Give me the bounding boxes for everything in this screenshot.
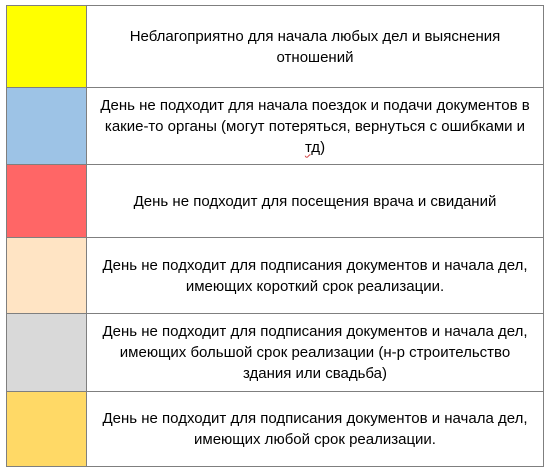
color-swatch-yellow bbox=[7, 6, 87, 88]
legend-description: День не подходит для подписания документов и начала дел, имеющих короткий срок реализации. bbox=[87, 238, 544, 314]
legend-description-text: День не подходит для начала поездок и подачи документов в какие-то органы (могут потеряться, вернуться с ошибками и bbox=[100, 96, 530, 135]
legend-description: День не подходит для посещения врача и свиданий bbox=[87, 165, 544, 238]
legend-description bbox=[87, 88, 544, 165]
legend-row bbox=[7, 314, 544, 392]
color-swatch-peach bbox=[7, 238, 87, 314]
legend-row bbox=[7, 238, 544, 314]
spellcheck-underlined-word: тд bbox=[304, 138, 321, 156]
legend-row bbox=[7, 88, 544, 165]
legend-row bbox=[7, 392, 544, 467]
color-swatch-gray bbox=[7, 314, 87, 392]
color-swatch-gold bbox=[7, 392, 87, 467]
legend-description-end: ) bbox=[320, 138, 326, 156]
color-swatch-red bbox=[7, 165, 87, 238]
color-swatch-blue bbox=[7, 88, 87, 165]
legend-row bbox=[7, 165, 544, 238]
legend-row bbox=[7, 6, 544, 88]
legend-description: День не подходит для подписания документов и начала дел, имеющих любой срок реализации. bbox=[87, 392, 544, 467]
color-legend-table bbox=[6, 5, 544, 467]
legend-description: Неблагоприятно для начала любых дел и выяснения отношений bbox=[87, 6, 544, 88]
legend-description: День не подходит для подписания документов и начала дел, имеющих большой срок реализации (н-р строительство здания или свадьба) bbox=[87, 314, 544, 392]
